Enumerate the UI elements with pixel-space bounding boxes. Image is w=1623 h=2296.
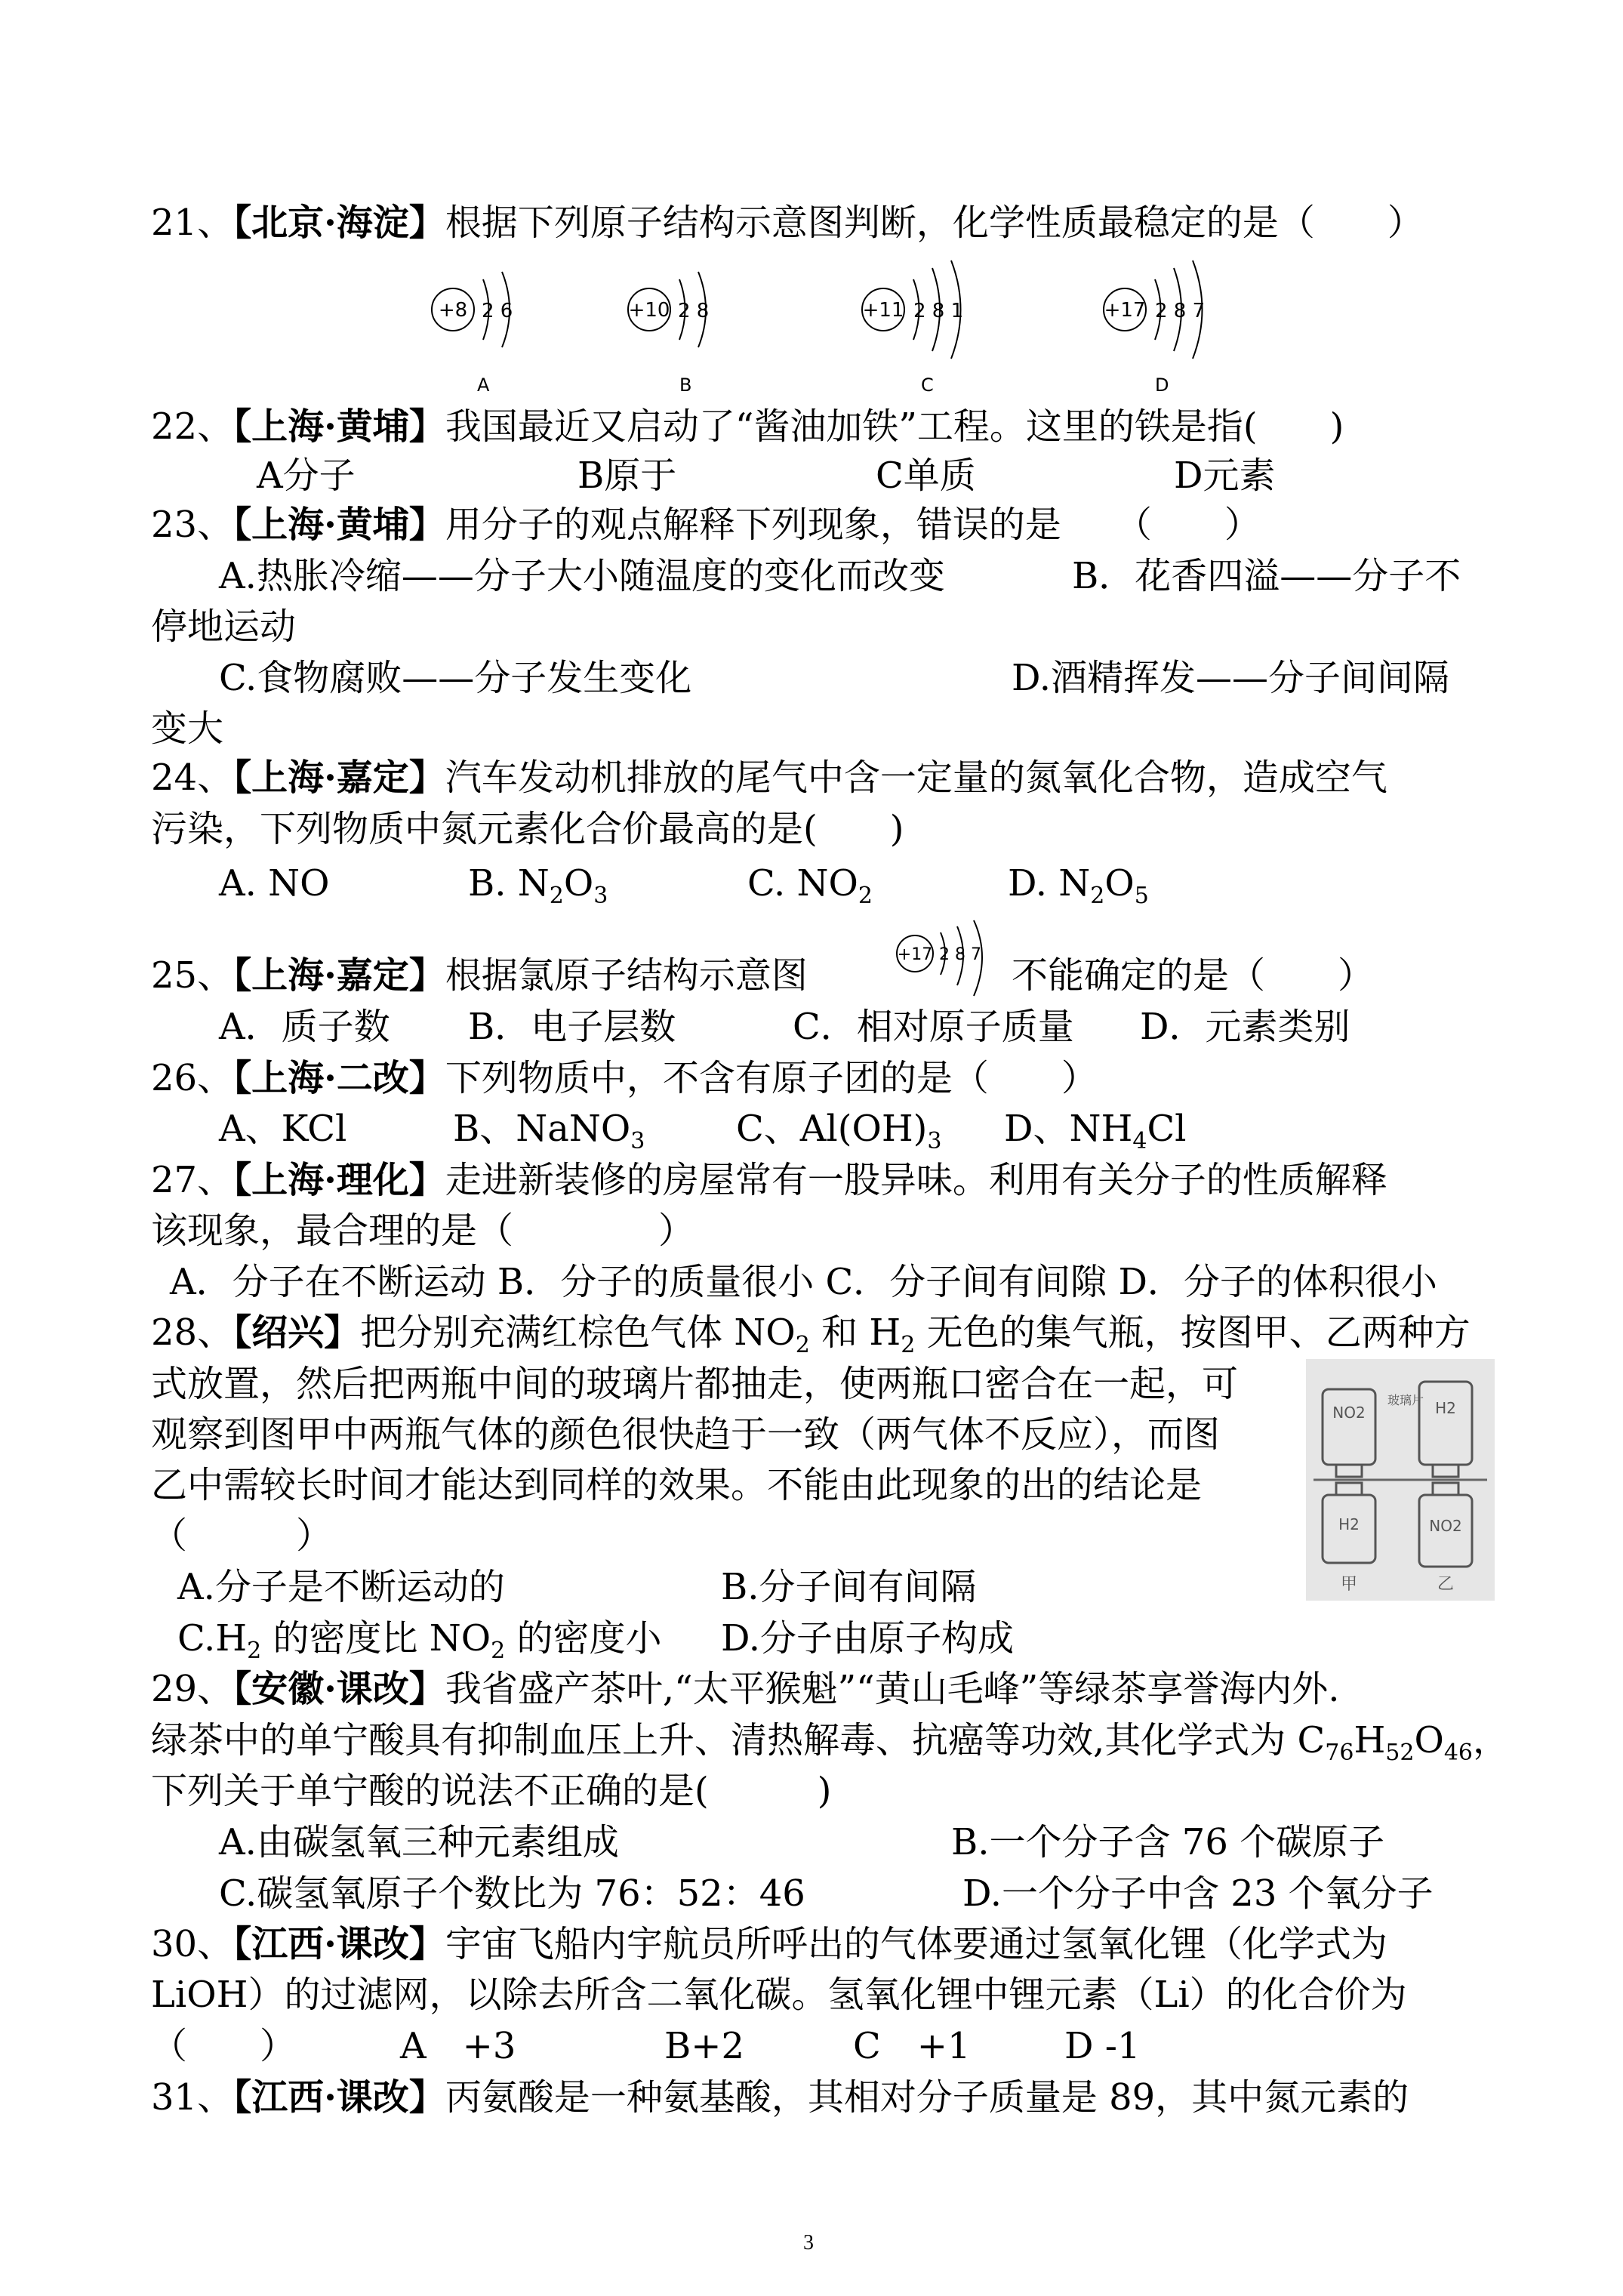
q26-option-a: A、KCl <box>219 1108 347 1150</box>
q29-stem-line3: 下列关于单宁酸的说法不正确的是( ) <box>151 1770 832 1812</box>
q27-options: A．分子在不断运动 B．分子的质量很小 C．分子间有间隙 D．分子的体积很小 <box>170 1261 1437 1303</box>
q30-option-d: D -1 <box>1064 2025 1141 2067</box>
q28-option-b: B.分子间有间隔 <box>721 1566 977 1608</box>
q29-stem: 29、【安徽·课改】我省盛产茶叶,“太平猴魁”“黄山毛峰”等绿茶享誉海内外. <box>151 1668 1340 1710</box>
svg-text:2 8 7: 2 8 7 <box>939 945 981 964</box>
q27-stem-cont: 该现象，最合理的是（ ） <box>151 1210 695 1252</box>
atom-diagram-a <box>432 272 513 347</box>
q28-option-c: $C.H_2$ 的密度比 $NO_2$ 的密度小 <box>177 1617 662 1664</box>
q24-option-d: D. $N_2O_5$ <box>1008 862 1149 909</box>
q26-stem: 26、【上海·二改】下列物质中，不含有原子团的是（ ） <box>151 1057 1098 1099</box>
q29-option-a: A.由碳氢氧三种元素组成 <box>219 1821 619 1863</box>
q22-option-b: B原于 <box>577 455 677 497</box>
q26-option-b: B、NaNO$_3$ <box>453 1108 645 1154</box>
atom-label-c: C <box>921 374 934 396</box>
svg-text:+17: +17 <box>1104 299 1146 322</box>
q25-stem-cont: 不能确定的是（ ） <box>1012 954 1375 997</box>
q22-option-a: A分子 <box>257 455 356 497</box>
q28-stem: 28、【绍兴】把分别充满红棕色气体 $NO_2$ 和 $H_2$ 无色的集气瓶，按图甲、乙两种方 <box>151 1311 1471 1358</box>
svg-text:NO2: NO2 <box>1332 1404 1366 1422</box>
svg-text:甲: 甲 <box>1340 1575 1358 1594</box>
svg-text:乙: 乙 <box>1437 1575 1455 1594</box>
q30-answer-paren: （ ） <box>151 2025 297 2067</box>
q22-option-c: C单质 <box>876 455 976 497</box>
svg-text:NO2: NO2 <box>1429 1517 1462 1535</box>
q22-stem: 22、【上海·黄埔】我国最近又启动了“酱油加铁”工程。这里的铁是指( ) <box>151 405 1344 448</box>
q21-atom-diagrams <box>408 249 1268 400</box>
q23-option-c: C.食物腐败——分子发生变化 <box>219 657 692 699</box>
q24-option-c: C. $NO_2$ <box>747 862 873 909</box>
svg-text:+10: +10 <box>628 299 670 322</box>
q30-stem-line2: LiOH）的过滤网，以除去所含二氧化碳。氢氧化锂中锂元素（Li）的化合价为 <box>151 1974 1407 2016</box>
svg-text:+17: +17 <box>897 945 933 964</box>
svg-text:2 8: 2 8 <box>678 300 710 322</box>
q27-stem: 27、【上海·理化】走进新装修的房屋常有一股异味。利用有关分子的性质解释 <box>151 1159 1387 1201</box>
page-number: 3 <box>803 2231 814 2254</box>
q28-option-d: D.分子由原子构成 <box>721 1617 1015 1660</box>
atom-label-d: D <box>1155 374 1169 396</box>
atom-label-b: B <box>679 374 692 396</box>
q24-stem-cont: 污染，下列物质中氮元素化合价最高的是( ) <box>151 808 904 850</box>
q28-stem-line4: 乙中需较长时间才能达到同样的效果。不能由此现象的出的结论是 <box>151 1464 1203 1506</box>
q26-option-d: D、$NH_4Cl$ <box>1004 1108 1187 1154</box>
svg-text:2 8 7: 2 8 7 <box>1155 300 1206 322</box>
q28-gas-bottle-figure <box>1306 1359 1495 1601</box>
atom-label-a: A <box>477 374 490 396</box>
q25-option-a: A．质子数 <box>219 1006 390 1048</box>
q23-option-b: B．花香四溢——分子不 <box>1072 555 1461 597</box>
q23-option-d: D.酒精挥发——分子间间隔 <box>1012 657 1450 699</box>
q23-stem: 23、【上海·黄埔】用分子的观点解释下列现象，错误的是 （ ） <box>151 504 1261 546</box>
q30-option-c: C +1 <box>853 2025 971 2067</box>
q24-option-a: A. NO <box>219 862 330 905</box>
q29-option-b: B.一个分子含 76 个碳原子 <box>951 1821 1385 1863</box>
q26-option-c: C、$Al(OH)_3$ <box>736 1108 942 1154</box>
q22-option-d: D元素 <box>1174 455 1276 497</box>
q28-stem-line3: 观察到图甲中两瓶气体的颜色很快趋于一致（两气体不反应），而图 <box>151 1413 1221 1456</box>
q21-stem: 21、【北京·海淀】根据下列原子结构示意图判断，化学性质最稳定的是（ ） <box>151 202 1424 244</box>
svg-text:2 8 1: 2 8 1 <box>913 300 964 322</box>
q24-stem: 24、【上海·嘉定】汽车发动机排放的尾气中含一定量的氮氧化合物，造成空气 <box>151 757 1387 799</box>
q23-option-d-cont: 变大 <box>151 707 224 750</box>
q30-stem: 30、【江西·课改】宇宙飞船内宇航员所呼出的气体要通过氢氧化锂（化学式为 <box>151 1923 1387 1965</box>
q30-option-b: B+2 <box>664 2025 745 2067</box>
q28-stem-line5: （ ） <box>151 1515 333 1557</box>
atom-diagram-b <box>628 272 709 347</box>
q25-option-d: D．元素类别 <box>1140 1006 1350 1048</box>
q29-option-c: C.碳氢氧原子个数比为 76：52：46 <box>219 1872 805 1915</box>
q28-stem-line2: 式放置，然后把两瓶中间的玻璃片都抽走，使两瓶口密合在一起，可 <box>151 1363 1239 1405</box>
q24-option-b: B. $N_2O_3$ <box>468 862 608 909</box>
svg-text:H2: H2 <box>1338 1515 1360 1533</box>
svg-text:+11: +11 <box>862 299 904 322</box>
svg-text:玻璃片: 玻璃片 <box>1387 1393 1424 1407</box>
atom-diagram-c <box>862 260 963 359</box>
q29-stem-line2: 绿茶中的单宁酸具有抑制血压上升、清热解毒、抗癌等功效,其化学式为 $C_{76}H_{52}O_{46}$， <box>151 1719 1510 1766</box>
q25-option-b: B．电子层数 <box>468 1006 676 1048</box>
q28-option-a: A.分子是不断运动的 <box>177 1566 505 1608</box>
atom-diagram-d <box>1104 260 1205 359</box>
svg-text:H2: H2 <box>1435 1399 1456 1417</box>
q25-chlorine-atom-diagram <box>891 917 1012 1000</box>
svg-text:2 6: 2 6 <box>482 300 513 322</box>
q30-option-a: A +3 <box>400 2025 516 2067</box>
q25-option-c: C．相对原子质量 <box>793 1006 1074 1048</box>
q23-option-a: A.热胀冷缩——分子大小随温度的变化而改变 <box>219 555 945 597</box>
q29-option-d: D.一个分子中含 23 个氧分子 <box>962 1872 1434 1915</box>
q25-stem: 25、【上海·嘉定】根据氯原子结构示意图 <box>151 954 808 997</box>
q23-option-b-cont: 停地运动 <box>151 606 297 648</box>
svg-text:+8: +8 <box>438 299 468 322</box>
q31-stem: 31、【江西·课改】丙氨酸是一种氨基酸，其相对分子质量是 89，其中氮元素的 <box>151 2076 1409 2119</box>
